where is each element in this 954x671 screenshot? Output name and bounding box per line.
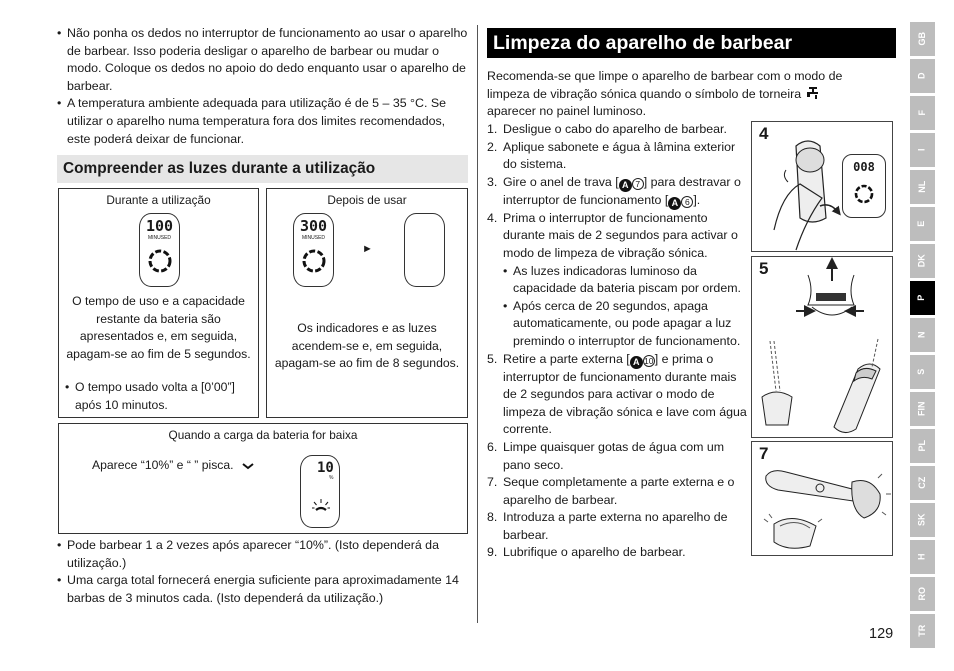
language-tabs [910,22,935,651]
figure-5 [751,256,893,438]
display-value: 100 [145,217,174,235]
tab-pl[interactable]: PL [910,429,935,463]
list-item: • A temperatura ambiente adequada para utilização é de 5 – 35 °C. Se utilizar o aparelho numa temperatura fora dos limites recomendados, este poderá deixar de funcionar. [57,95,469,148]
part-ref-a: A [668,197,681,210]
left-column [57,25,469,148]
display-value: 10 [317,460,334,476]
drying-illustration [752,442,894,557]
tab-n[interactable]: N [910,318,935,352]
list-item: • O tempo usado volta a [0’00”] após 10 minutos. [65,379,252,414]
box-bullet-list [65,379,252,414]
box-caption: Depois de usar [327,193,407,207]
display-unit: % [329,475,334,481]
shaver-display [842,154,886,218]
section-subheading: Compreender as luzes durante a utilização [57,155,468,183]
tab-f[interactable]: F [910,96,935,130]
tab-cz[interactable]: CZ [910,466,935,500]
list-item: • Após cerca de 20 segundos, apaga automaticamente, ou pode apagar a luz premindo o interruptor de funcionamento. [503,298,749,351]
battery-ring-icon [301,248,327,274]
shaver-display [300,455,340,528]
tab-p[interactable]: P [910,281,935,315]
tab-s[interactable]: S [910,355,935,389]
page-number: 129 [869,626,894,642]
box-caption: Quando a carga da bateria for baixa [168,428,358,442]
list-item: • Não ponha os dedos no interruptor de funcionamento ao usar o aparelho de barbear. Isso poderia desligar o aparelho de barbear ou mudar o modo. Coloque os dedos no apoio do dedo enquanto usar o aparelho de barbear. [57,25,469,95]
column-divider [477,25,478,623]
box-caption: Durante a utilização [106,193,211,207]
remove-foil-illustration [752,257,894,439]
bottom-bullet-list [57,537,469,607]
list-item: • Uma carga total fornecerá energia suficiente para aproximadamente 14 barbas de 3 minutos cada. (Isto dependerá da utilização.) [57,572,469,607]
shaver-display [139,213,180,287]
part-ref-number: 6 [681,196,693,208]
list-item: • Pode barbear 1 a 2 vezes após aparecer “10%”. (Isto dependerá da utilização.) [57,537,469,572]
figure-number: 7 [759,444,769,463]
display-value: 300 [299,217,328,235]
battery-ring-icon [853,183,875,205]
tab-d[interactable]: D [910,59,935,93]
tab-fin[interactable]: FIN [910,392,935,426]
display-value: 008 [853,160,875,174]
tab-sk[interactable]: SK [910,503,935,537]
blinking-segment-icon [310,496,332,516]
step-5: 5. Retire a parte externa [ A 10] e prima o interruptor de funcionamento durante mais de 2 segundos para activar o modo de limpeza de vibração sónica e lave com água corrente. [487,351,747,437]
step-1: 1. Desligue o cabo do aparelho de barbear. [487,122,727,136]
bottom-notes [57,537,469,607]
box-during-use [58,188,259,418]
arrow-right-icon: ► [362,243,373,255]
figure-7 [751,441,893,556]
step-6: 6. Limpe quaisquer gotas de água com um pano seco. [487,439,725,472]
section-title: Limpeza do aparelho de barbear [487,28,896,58]
figure-4 [751,121,893,252]
part-ref-a: A [619,179,632,192]
low-battery-icon [242,462,254,470]
tab-dk[interactable]: DK [910,244,935,278]
figure-number: 4 [759,124,769,143]
part-ref-a: A [630,356,643,369]
battery-ring-icon [147,248,173,274]
part-ref-number: 10 [644,355,654,366]
box-description: O tempo de uso e a capacidade restante da bateria são apresentados e, em seguida, apagam-se ao fim de 5 segundos. [66,294,251,361]
faucet-icon [805,86,821,100]
box-low-battery [58,423,468,534]
tab-gb[interactable]: GB [910,22,935,56]
step-4-bullets [503,263,749,351]
display-unit: MINUSED [147,235,172,241]
box-description: Os indicadores e as luzes acendem-se e, em seguida, apagam-se ao fim de 8 segundos. [274,321,460,371]
tab-e[interactable]: E [910,207,935,241]
list-item: • As luzes indicadoras luminoso da capacidade da bateria piscam por ordem. [503,263,749,298]
tab-ro[interactable]: RO [910,577,935,611]
display-unit: MINUSED [301,235,326,241]
tab-i[interactable]: I [910,133,935,167]
low-battery-text: Aparece “10%” e “ ” pisca. [92,458,234,472]
intro-paragraph: Recomenda-se que limpe o aparelho de barbear com o modo de limpeza de vibração sónica quando o símbolo de torneira aparecer no painel luminoso. [487,69,843,119]
tab-tr[interactable]: TR [910,614,935,648]
shaver-display [293,213,334,287]
step-3: 3. Gire o anel de trava [ A 7 ] para destravar o interruptor de funcionamento [ A 6 ]. [487,174,741,208]
step-7: 7. Seque completamente a parte externa e o aparelho de barbear. [487,475,735,507]
step-2: 2. Aplique sabonete e água à lâmina exterior do sistema. [487,139,736,172]
tab-h[interactable]: H [910,540,935,574]
top-bullet-list [57,25,469,148]
shaver-display-off [404,213,445,287]
box-after-use [266,188,468,418]
step-4: 4. Prima o interruptor de funcionamento durante mais de 2 segundos para activar o modo de limpeza de vibração sónica. • As luzes indicadoras luminoso da capacidade da bateria piscam por ordem. • Após cerca de 20 segundos, apaga automaticamente, ou pode apagar a luz premindo o interruptor de funcionamento. [487,210,749,351]
step-8: 8. Introduza a parte externa no aparelho de barbear. [487,510,728,542]
step-9: 9. Lubrifique o aparelho de barbear. [487,545,686,560]
cleaning-steps [487,121,749,562]
part-ref-number: 7 [632,178,644,190]
tab-nl[interactable]: NL [910,170,935,204]
figure-number: 5 [759,259,769,278]
